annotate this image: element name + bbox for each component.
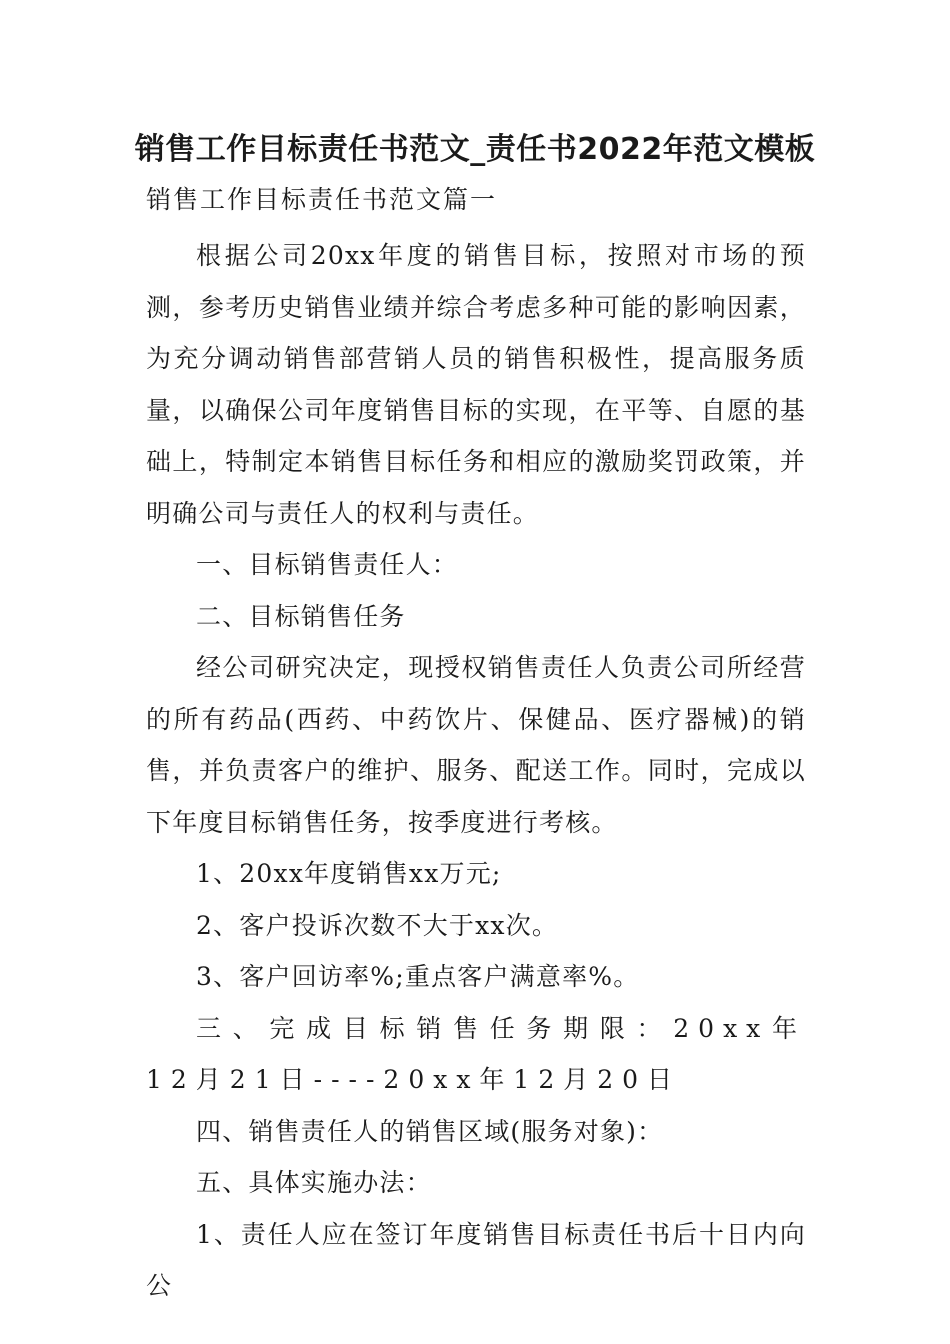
paragraph-heading-sales-region: 四、销售责任人的销售区域(服务对象)： bbox=[196, 1116, 664, 1146]
paragraph-heading-implementation: 五、具体实施办法： bbox=[196, 1168, 432, 1197]
paragraph-heading-responsible-person: 一、目标销售责任人： bbox=[196, 550, 459, 579]
document-body bbox=[146, 230, 806, 1312]
list-item-satisfaction: 3、客户回访率%;重点客户满意率%。 bbox=[196, 962, 640, 991]
list-item-complaints: 2、客户投诉次数不大于xx次。 bbox=[196, 910, 559, 940]
paragraph-heading-deadline: 三、完成目标销售任务期限：20xx年12月21日----20xx年12月20日 bbox=[146, 1013, 806, 1094]
list-item-implementation-1: 1、责任人应在签订年度销售目标责任书后十日内向公 bbox=[146, 1219, 806, 1300]
paragraph-heading-sales-task: 二、目标销售任务 bbox=[196, 601, 406, 631]
section-subtitle: 销售工作目标责任书范文篇一 bbox=[146, 185, 498, 214]
paragraph-sales-task-detail: 经公司研究决定，现授权销售责任人负责公司所经营的所有药品(西药、中药饮片、保健品、医疗器械)的销售，并负责客户的维护、服务、配送工作。同时，完成以下年度目标销售任务，按季度进行考核。 bbox=[146, 653, 806, 837]
page-title: 销售工作目标责任书范文_责任书2022年范文模板 bbox=[134, 132, 816, 167]
paragraph-intro: 根据公司20xx年度的销售目标，按照对市场的预测，参考历史销售业绩并综合考虑多种可能的影响因素，为充分调动销售部营销人员的销售积极性，提高服务质量，以确保公司年度销售目标的实现，在平等、自愿的基础上，特制定本销售目标任务和相应的激励奖罚政策，并明确公司与责任人的权利与责任。 bbox=[146, 241, 806, 528]
list-item-sales-target: 1、20xx年度销售xx万元; bbox=[196, 859, 502, 888]
